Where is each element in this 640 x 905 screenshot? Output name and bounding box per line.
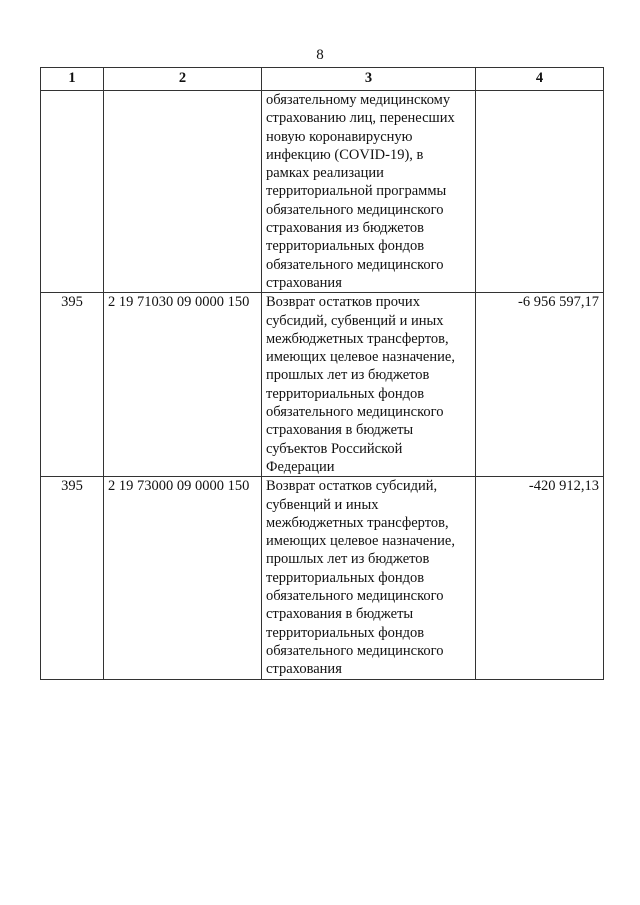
table-row — [41, 477, 604, 679]
column-header-2: 2 — [104, 68, 262, 91]
description-cell — [262, 293, 476, 477]
description-line: Федерации — [266, 458, 335, 475]
description-line: обязательного медицинского — [266, 404, 444, 421]
table-body — [41, 91, 604, 680]
budget-code-cell — [104, 91, 262, 293]
budget-code-cell: 2 19 71030 09 0000 150 — [104, 293, 262, 477]
admin-code-cell: 395 — [41, 477, 104, 679]
description-line: новую коронавирусную — [266, 128, 413, 145]
table-row — [41, 91, 604, 293]
description-line: межбюджетных трансфертов, — [266, 514, 449, 531]
description-line: прошлых лет из бюджетов — [266, 367, 430, 384]
description-line: инфекцию (COVID-19), в — [266, 146, 424, 163]
description-line: субсидий, субвенций и иных — [266, 312, 444, 329]
admin-code-cell — [41, 91, 104, 293]
description-line: обязательному медицинскому — [266, 92, 451, 108]
column-header-1: 1 — [41, 68, 104, 91]
column-header-4: 4 — [476, 68, 604, 91]
description-line: страхования — [266, 274, 342, 291]
description-line: обязательного медицинского — [266, 201, 444, 218]
description-line: страхования в бюджеты — [266, 606, 414, 623]
description-line: рамках реализации — [266, 165, 384, 182]
description-line: Возврат остатков субсидий, — [266, 478, 438, 495]
budget-table — [40, 67, 604, 680]
description-line: территориальных фондов — [266, 385, 425, 402]
description-line: территориальных фондов — [266, 238, 425, 255]
description-line: территориальной программы — [266, 183, 447, 200]
page-number: 8 — [316, 47, 324, 63]
description-cell — [262, 91, 476, 293]
description-line: страхованию лиц, перенесших — [266, 110, 455, 127]
description-line: страхования — [266, 661, 342, 678]
description-line: субвенций и иных — [266, 496, 379, 513]
description-line: имеющих целевое назначение, — [266, 533, 455, 550]
description-line: Возврат остатков прочих — [266, 294, 420, 311]
description-line: обязательного медицинского — [266, 588, 444, 605]
description-line: обязательного медицинского — [266, 256, 444, 273]
description-line: территориальных фондов — [266, 569, 425, 586]
description-line: страхования из бюджетов — [266, 220, 424, 237]
table-header-row — [41, 68, 604, 91]
description-line: прошлых лет из бюджетов — [266, 551, 430, 568]
description-cell — [262, 477, 476, 679]
description-line: страхования в бюджеты — [266, 422, 414, 439]
table-row — [41, 293, 604, 477]
description-line: межбюджетных трансфертов, — [266, 330, 449, 347]
admin-code-cell: 395 — [41, 293, 104, 477]
budget-code-cell: 2 19 73000 09 0000 150 — [104, 477, 262, 679]
description-line: субъектов Российской — [266, 440, 403, 457]
column-header-3: 3 — [262, 68, 476, 91]
amount-cell: -420 912,13 — [476, 477, 604, 679]
description-line: территориальных фондов — [266, 624, 425, 641]
description-line: имеющих целевое назначение, — [266, 349, 455, 366]
amount-cell: -6 956 597,17 — [476, 293, 604, 477]
amount-cell — [476, 91, 604, 293]
description-line: обязательного медицинского — [266, 642, 444, 659]
